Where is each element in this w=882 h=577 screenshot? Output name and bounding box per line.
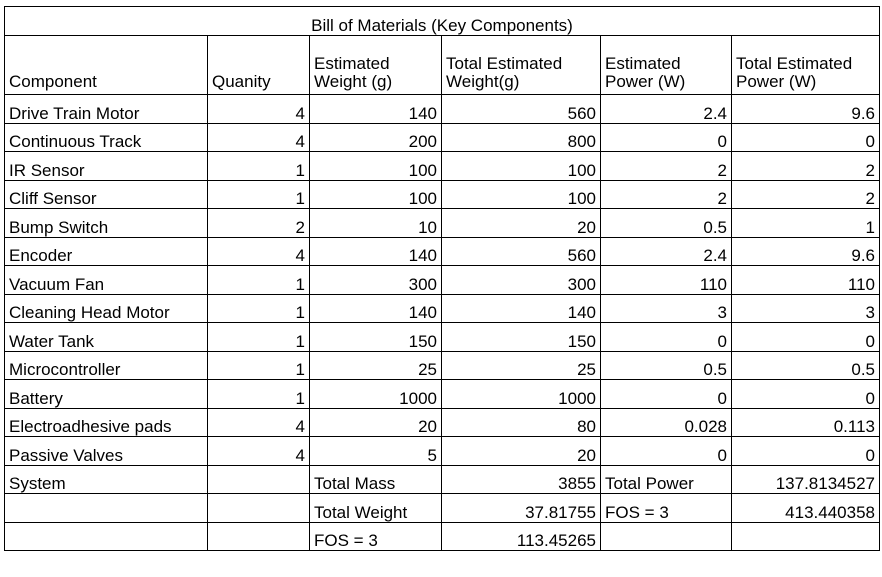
cell-weight: 140 [310,95,442,124]
cell-total-power: 0 [732,323,880,352]
cell-component: IR Sensor [5,152,208,181]
cell-total-weight: 300 [442,266,601,295]
empty-cell [5,522,208,551]
cell-total-power: 0 [732,123,880,152]
cell-component: Encoder [5,237,208,266]
cell-power: 2 [601,180,732,209]
cell-component: Passive Valves [5,437,208,466]
header-total-power-line2: Power (W) [736,72,817,91]
table-row [5,408,880,437]
empty-cell [601,522,732,551]
header-weight-line1: Estimated [314,54,390,73]
cell-quantity: 4 [208,237,310,266]
empty-cell [208,522,310,551]
cell-total-power: 110 [732,266,880,295]
header-total-power-line1: Total Estimated [736,54,853,73]
cell-total-power: 9.6 [732,237,880,266]
header-component-label: Component [9,72,97,91]
cell-power: 2.4 [601,237,732,266]
cell-total-weight: 140 [442,294,601,323]
total-power-label: Total Power [601,465,732,494]
cell-component: Cliff Sensor [5,180,208,209]
cell-component: Battery [5,380,208,409]
cell-total-power: 1 [732,209,880,238]
cell-quantity: 4 [208,123,310,152]
cell-power: 0 [601,437,732,466]
cell-component: Microcontroller [5,351,208,380]
summary-row-mass [5,465,880,494]
cell-weight: 10 [310,209,442,238]
total-weight-label: Total Weight [310,494,442,523]
table-row [5,209,880,238]
cell-power: 0 [601,123,732,152]
total-power-value: 137.8134527 [732,465,880,494]
fos-weight-value: 113.45265 [442,522,601,551]
bom-table [4,6,880,551]
cell-quantity: 1 [208,380,310,409]
summary-row-weight [5,494,880,523]
cell-weight: 5 [310,437,442,466]
cell-total-weight: 560 [442,95,601,124]
header-power [601,36,732,95]
table-row [5,180,880,209]
summary-row-fos [5,522,880,551]
header-weight [310,36,442,95]
cell-component: Vacuum Fan [5,266,208,295]
cell-quantity: 1 [208,294,310,323]
header-total-weight [442,36,601,95]
table-row [5,294,880,323]
header-component [5,36,208,95]
cell-weight: 1000 [310,380,442,409]
cell-quantity: 4 [208,95,310,124]
table-row [5,237,880,266]
cell-quantity: 1 [208,180,310,209]
header-power-line2: Power (W) [605,72,686,91]
fos-power-value: 413.440358 [732,494,880,523]
cell-total-power: 2 [732,152,880,181]
cell-power: 0 [601,380,732,409]
total-mass-value: 3855 [442,465,601,494]
empty-cell [5,494,208,523]
cell-total-power: 0 [732,437,880,466]
cell-weight: 100 [310,152,442,181]
cell-total-weight: 150 [442,323,601,352]
cell-total-weight: 20 [442,437,601,466]
cell-total-weight: 80 [442,408,601,437]
cell-power: 110 [601,266,732,295]
cell-weight: 150 [310,323,442,352]
cell-weight: 140 [310,237,442,266]
cell-total-power: 0.5 [732,351,880,380]
cell-total-weight: 100 [442,152,601,181]
cell-total-weight: 25 [442,351,601,380]
header-total-power [732,36,880,95]
cell-weight: 25 [310,351,442,380]
header-weight-line2: Weight (g) [314,72,393,91]
cell-weight: 300 [310,266,442,295]
table-row [5,152,880,181]
cell-component: Bump Switch [5,209,208,238]
cell-total-weight: 20 [442,209,601,238]
empty-cell [208,465,310,494]
table-row [5,123,880,152]
cell-power: 2.4 [601,95,732,124]
fos-weight-label: FOS = 3 [310,522,442,551]
cell-total-power: 0 [732,380,880,409]
cell-weight: 20 [310,408,442,437]
cell-total-power: 9.6 [732,95,880,124]
cell-quantity: 1 [208,152,310,181]
total-mass-label: Total Mass [310,465,442,494]
cell-total-weight: 1000 [442,380,601,409]
system-label: System [5,465,208,494]
cell-component: Continuous Track [5,123,208,152]
table-row [5,266,880,295]
table-row [5,351,880,380]
table-row [5,380,880,409]
title-row [5,7,880,36]
cell-component: Water Tank [5,323,208,352]
cell-quantity: 1 [208,323,310,352]
cell-quantity: 2 [208,209,310,238]
cell-quantity: 4 [208,408,310,437]
table-row [5,95,880,124]
table-row [5,323,880,352]
cell-quantity: 4 [208,437,310,466]
cell-total-power: 2 [732,180,880,209]
cell-total-power: 3 [732,294,880,323]
table-row [5,437,880,466]
cell-weight: 100 [310,180,442,209]
cell-component: Drive Train Motor [5,95,208,124]
cell-weight: 140 [310,294,442,323]
cell-total-power: 0.113 [732,408,880,437]
cell-weight: 200 [310,123,442,152]
cell-component: Cleaning Head Motor [5,294,208,323]
header-power-line1: Estimated [605,54,681,73]
header-total-weight-line2: Weight(g) [446,72,520,91]
cell-quantity: 1 [208,266,310,295]
cell-power: 0 [601,323,732,352]
header-quantity [208,36,310,95]
empty-cell [732,522,880,551]
header-row [5,36,880,95]
cell-power: 0.5 [601,209,732,238]
cell-total-weight: 100 [442,180,601,209]
cell-quantity: 1 [208,351,310,380]
total-weight-value: 37.81755 [442,494,601,523]
header-quantity-label: Quanity [212,72,271,91]
fos-power-label: FOS = 3 [601,494,732,523]
empty-cell [208,494,310,523]
cell-total-weight: 560 [442,237,601,266]
cell-component: Electroadhesive pads [5,408,208,437]
cell-power: 0.5 [601,351,732,380]
table-title: Bill of Materials (Key Components) [5,7,880,36]
cell-power: 2 [601,152,732,181]
cell-total-weight: 800 [442,123,601,152]
cell-power: 3 [601,294,732,323]
cell-power: 0.028 [601,408,732,437]
header-total-weight-line1: Total Estimated [446,54,563,73]
